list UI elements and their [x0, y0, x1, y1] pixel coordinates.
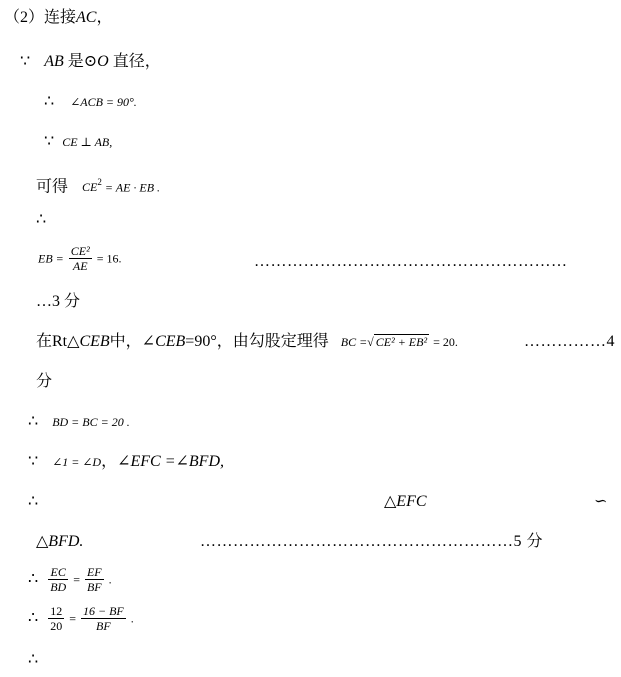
line-3 — [44, 92, 137, 112]
fraction-12-20 — [48, 604, 64, 633]
line-5-sq: 2 — [97, 177, 102, 187]
line-9-dots: ……………4 — [524, 333, 615, 350]
therefore-symbol: ∴ — [28, 609, 39, 627]
fraction-ce2-ae — [69, 244, 92, 273]
line-1-prefix: （2）连接 — [4, 9, 77, 26]
line-6 — [36, 210, 46, 230]
fraction-numerator: EF — [86, 565, 102, 579]
line-5 — [36, 172, 160, 197]
fraction-denominator: BF — [86, 580, 102, 594]
similar-symbol: ∽ — [594, 493, 608, 510]
line-1-suffix: ， — [96, 9, 113, 26]
line-7-rest: = 16. — [96, 251, 122, 266]
line-13-triangle: △EFC — [384, 493, 427, 510]
fraction-ec-bd — [48, 565, 68, 594]
line-5-rest: = AE · EB . — [101, 180, 161, 195]
line-12-expr2: ∠EFC =∠BFD, — [117, 453, 225, 470]
line-9-bc: BC = — [340, 335, 368, 349]
line-5-text: 可得 — [36, 178, 69, 196]
line-9-pre: 在Rt△ — [36, 333, 80, 350]
line-12-expr1: ∠1 = ∠D — [52, 455, 102, 469]
line-7 — [38, 244, 121, 278]
line-14-dots: …………………………………………………5 分 — [200, 533, 544, 550]
fraction-ef-bf — [85, 565, 104, 594]
line-5-ce: CE — [82, 180, 98, 195]
line-8-score: …3 分 — [36, 293, 81, 310]
therefore-symbol: ∴ — [28, 413, 39, 430]
line-9-sqrt: CE² + EB² — [375, 335, 428, 349]
period: . — [108, 572, 112, 587]
equals-sign: = — [69, 611, 76, 626]
line-9-val: = 20. — [433, 335, 458, 349]
line-16 — [28, 604, 134, 638]
line-9: 在Rt△CEB中，∠CEB=90°，由勾股定理得 BC =√ CE² + EB² = 20. — [36, 333, 458, 350]
line-12 — [28, 452, 224, 472]
line-2-rest: 直径， — [108, 53, 161, 70]
fraction-denominator: BF — [96, 619, 111, 633]
line-13-therefore: ∴ — [28, 493, 39, 510]
fraction-16-bf — [81, 604, 126, 633]
fraction-numerator: CE² — [70, 244, 90, 258]
because-symbol: ∵ — [44, 133, 55, 150]
line-2-ab: AB — [44, 53, 64, 70]
line-9-deg: =90°，由勾股定理得 — [185, 333, 329, 350]
circle-dot-symbol: ⊙ — [83, 53, 98, 70]
line-7-eb: EB = — [38, 251, 64, 266]
fraction-denominator: AE — [72, 259, 88, 273]
line-4-expr: CE ⊥ AB, — [62, 135, 113, 149]
line-2-o: O — [97, 53, 109, 70]
equals-sign: = — [73, 572, 80, 587]
fraction-denominator: BD — [50, 580, 67, 594]
line-1 — [4, 8, 112, 28]
line-15 — [28, 565, 112, 599]
line-9-ceb2: CEB — [155, 333, 186, 350]
fraction-numerator: EC — [48, 565, 68, 580]
line-2-is: 是 — [63, 53, 84, 70]
line-9-ceb: CEB — [79, 333, 110, 350]
because-symbol: ∵ — [20, 53, 31, 70]
line-12-sep: ， — [101, 453, 118, 470]
fraction-denominator: 20 — [50, 619, 63, 633]
line-14-triangle: △BFD. — [36, 533, 84, 550]
line-7-dots: ………………………………………………… — [254, 253, 568, 270]
line-11-expr: BD = BC = 20 . — [52, 415, 130, 429]
fraction-numerator: 16 − BF — [82, 604, 124, 618]
line-11 — [28, 412, 130, 432]
therefore-symbol: ∴ — [44, 93, 55, 110]
line-9-mid: 中，∠ — [109, 333, 156, 350]
fraction-numerator: 12 — [50, 604, 63, 618]
because-symbol: ∵ — [28, 453, 39, 470]
therefore-symbol: ∴ — [28, 570, 39, 588]
period: . — [130, 611, 134, 626]
line-2 — [20, 52, 161, 72]
line-4 — [44, 132, 112, 152]
line-10-score: 分 — [36, 373, 53, 390]
line-1-ac: AC — [76, 9, 97, 26]
line-17-therefore: ∴ — [28, 651, 39, 668]
therefore-symbol: ∴ — [36, 211, 47, 228]
line-3-expr: ∠ACB = 90°. — [70, 95, 137, 109]
